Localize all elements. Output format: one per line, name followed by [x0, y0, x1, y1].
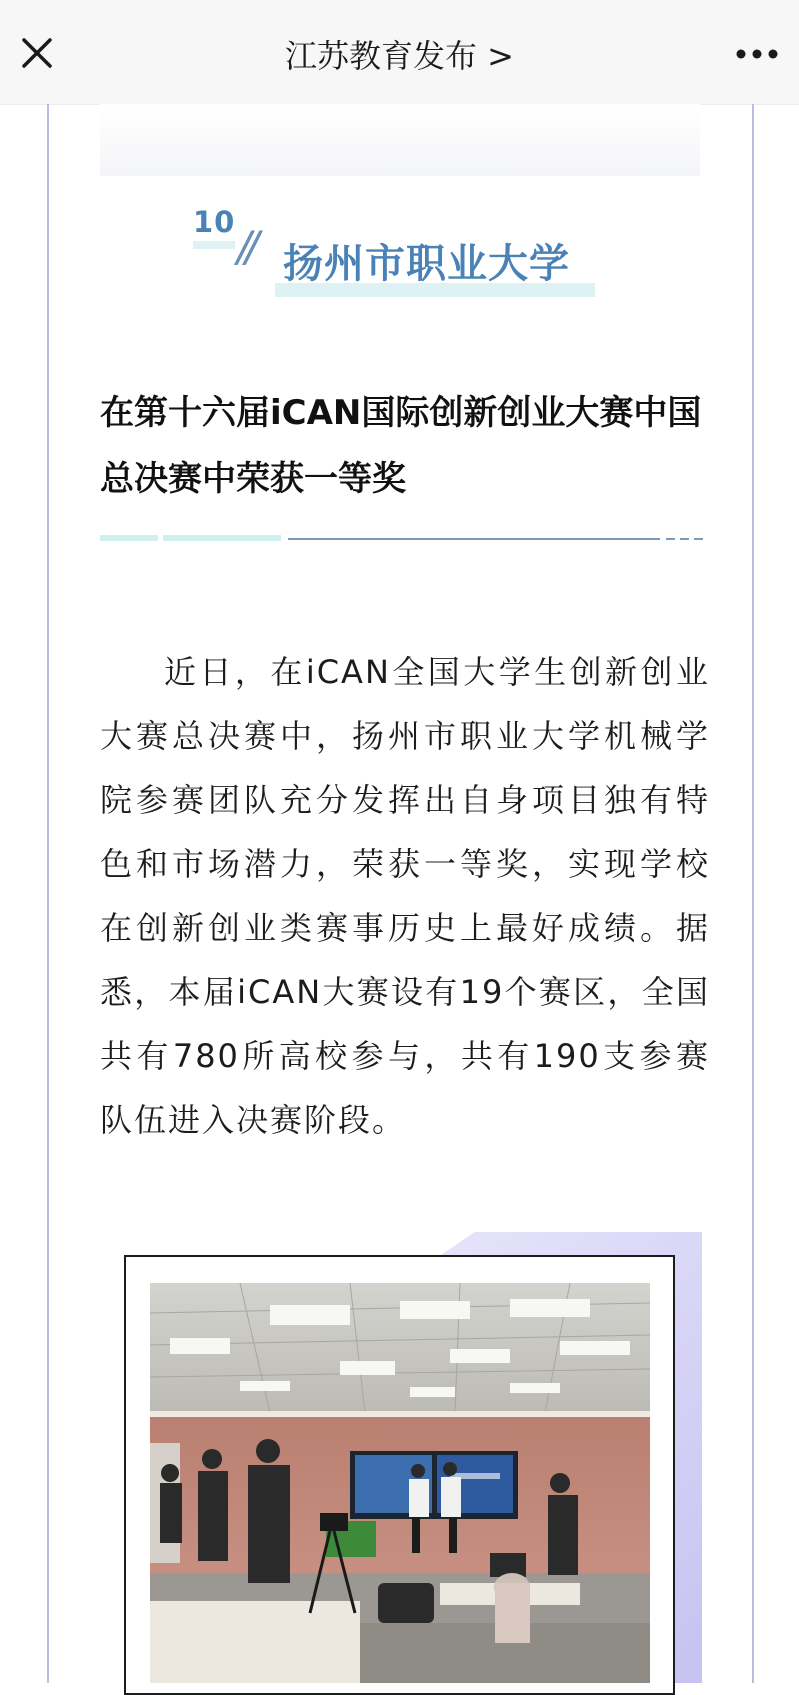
account-title-link[interactable]: 江苏教育发布 >	[285, 37, 514, 75]
classroom-scene-illustration	[150, 1283, 650, 1683]
article-headline: 在第十六届iCAN国际创新创业大赛中国总决赛中荣获一等奖	[100, 393, 702, 499]
section-number: 10	[193, 205, 236, 239]
content-frame-left-border	[47, 104, 49, 1683]
more-button[interactable]	[731, 36, 783, 72]
number-highlight-bar	[193, 241, 235, 249]
top-navigation-bar	[0, 0, 799, 105]
competition-venue-photo	[150, 1283, 650, 1683]
school-name-heading: 扬州市职业大学	[283, 241, 570, 287]
section-divider-mark: //	[237, 222, 254, 271]
header-shade-block	[100, 104, 700, 176]
headline-underline-divider	[100, 533, 705, 543]
more-icon	[731, 36, 783, 72]
article-body-paragraph: 近日，在iCAN全国大学生创新创业大赛总决赛中，扬州市职业大学机械学院参赛团队充分发挥出自身项目独有特色和市场潜力，荣获一等奖，实现学校在创新创业类赛事历史上最好成绩。据悉，本届iCAN大赛设有19个赛区，全国共有780所高校参与，共有190支参赛队伍进入决赛阶段。	[100, 653, 710, 1139]
content-frame-right-border	[752, 104, 754, 1683]
